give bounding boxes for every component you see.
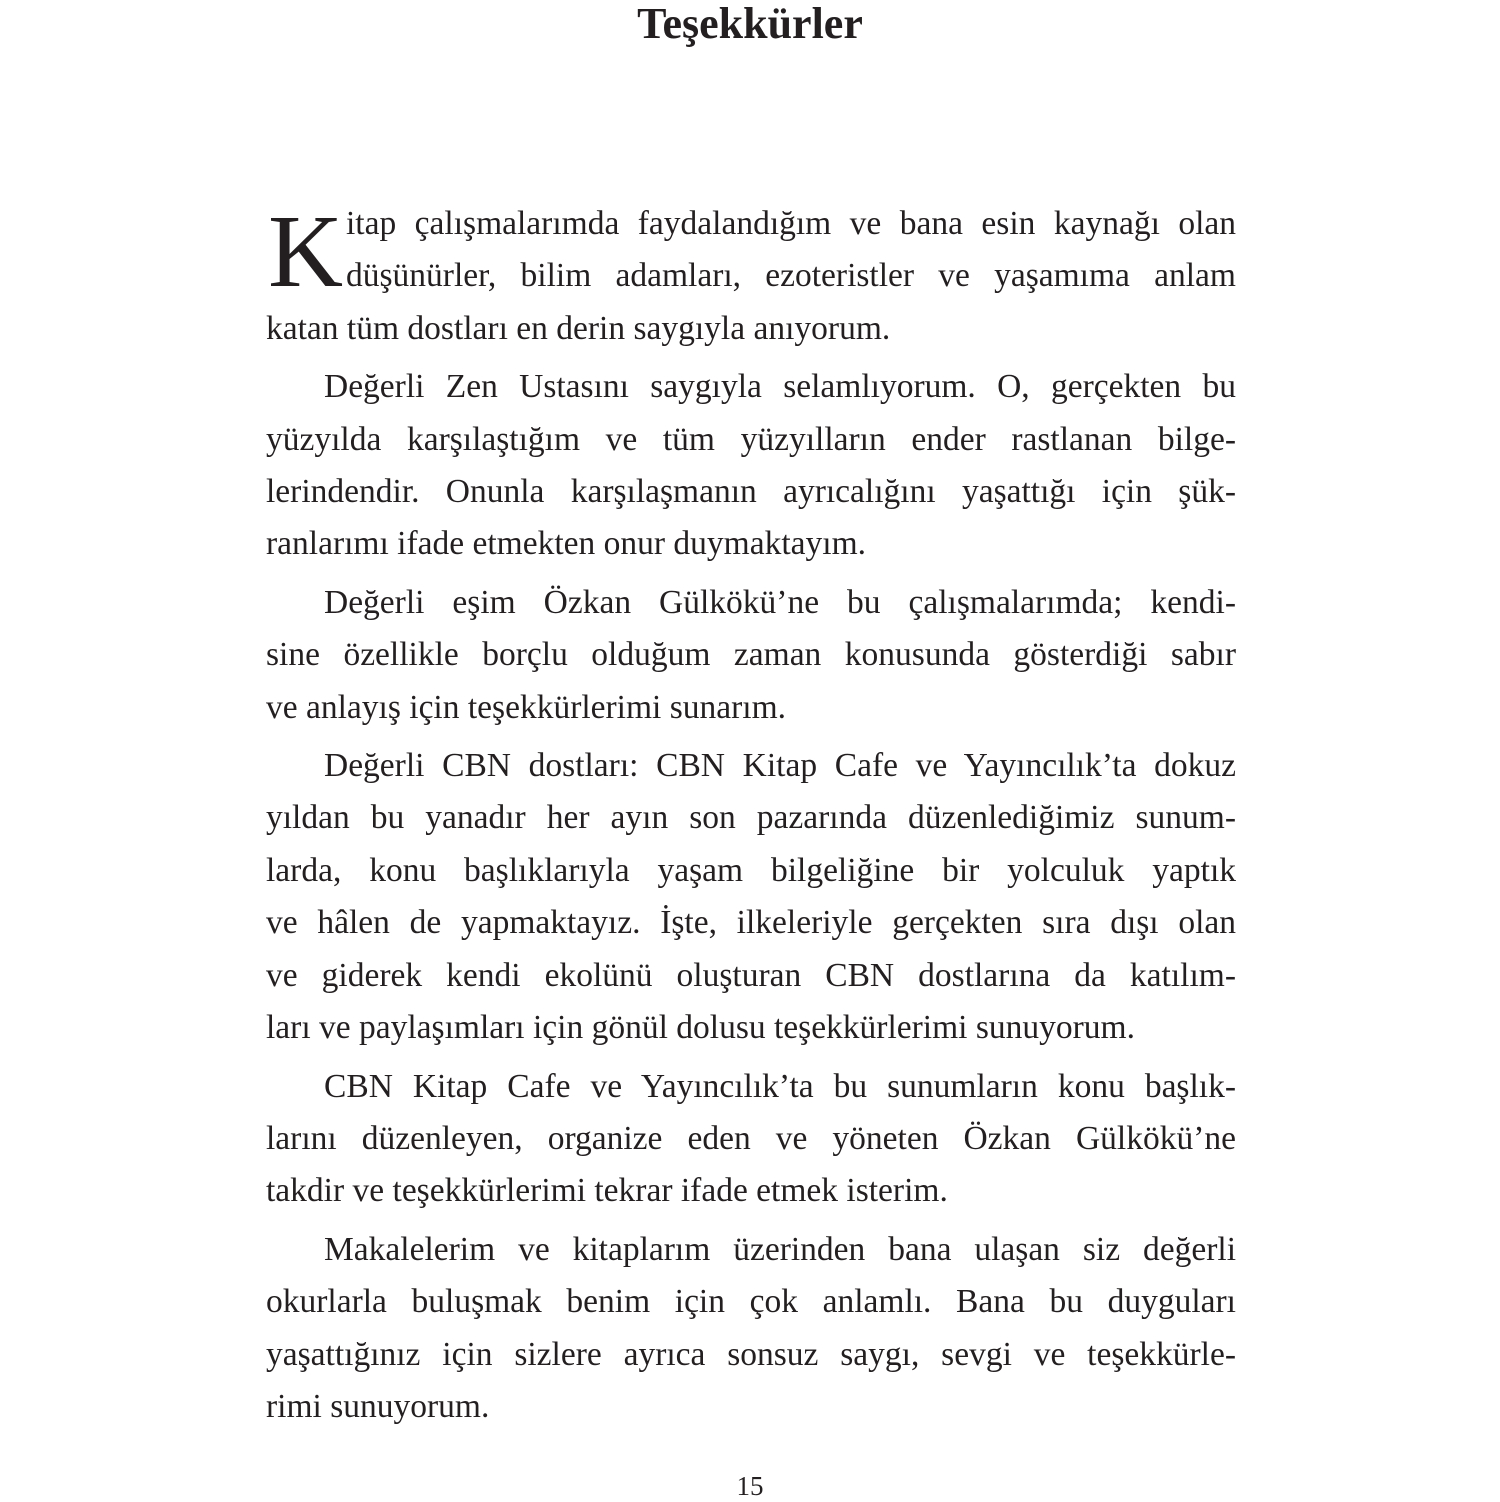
- paragraph-line: yaşattığınız için sizlere ayrıca sonsuz saygı, sevgi ve teşekkürle-: [266, 1335, 1236, 1373]
- paragraph-line: Değerli Zen Ustasını saygıyla selamlıyorum. O, gerçekten bu: [324, 368, 1236, 406]
- paragraph-line: yıldan bu yanadır her ayın son pazarında düzenlediğimiz sunum-: [266, 799, 1236, 837]
- paragraph-2: [266, 361, 1236, 571]
- paragraph-line: ve giderek kendi ekolünü oluşturan CBN dostlarına da katılım-: [266, 956, 1236, 994]
- drop-cap: K: [268, 194, 344, 309]
- paragraph-line: rimi sunuyorum.: [266, 1387, 490, 1425]
- paragraph-5: [266, 1061, 1236, 1218]
- paragraph-3: [266, 577, 1236, 734]
- paragraph-line: itap çalışmalarımda faydalandığım ve bana esin kaynağı olan: [346, 205, 1236, 242]
- paragraph-line: larını düzenleyen, organize eden ve yöneten Özkan Gülkökü’ne: [266, 1119, 1236, 1157]
- paragraph-line: düşünürler, bilim adamları, ezoteristler ve yaşamıma anlam: [346, 257, 1236, 295]
- paragraph-line: Makalelerim ve kitaplarım üzerinden bana ulaşan siz değerli: [324, 1230, 1236, 1268]
- paragraph-line: ları ve paylaşımları için gönül dolusu teşekkürlerimi sunuyorum.: [266, 1009, 1135, 1047]
- paragraph-1: [266, 194, 1236, 355]
- paragraph-line: Değerli eşim Özkan Gülkökü’ne bu çalışmalarımda; kendi-: [324, 583, 1236, 621]
- paragraph-line: yüzyılda karşılaştığım ve tüm yüzyılların ender rastlanan bilge-: [266, 420, 1236, 458]
- paragraph-line: takdir ve teşekkürlerimi tekrar ifade etmek isterim.: [266, 1172, 948, 1210]
- paragraph-line: lerindendir. Onunla karşılaşmanın ayrıcalığını yaşattığı için şük-: [266, 473, 1236, 511]
- body-text: [266, 194, 1236, 1439]
- paragraph-line: ve anlayış için teşekkürlerimi sunarım.: [266, 688, 787, 726]
- paragraph-6: [266, 1224, 1236, 1434]
- page-title: Teşekkürler: [637, 0, 863, 48]
- page-number: 15: [736, 1471, 764, 1501]
- paragraph-line: okurlarla buluşmak benim için çok anlamlı. Bana bu duyguları: [266, 1283, 1236, 1321]
- paragraph-4: [266, 740, 1236, 1054]
- paragraph-line: ranlarımı ifade etmekten onur duymaktayım.: [266, 525, 867, 563]
- paragraph-line: CBN Kitap Cafe ve Yayıncılık’ta bu sunumların konu başlık-: [324, 1067, 1236, 1105]
- paragraph-line: ve hâlen de yapmaktayız. İşte, ilkeleriyle gerçekten sıra dışı olan: [266, 904, 1236, 942]
- paragraph-line: larda, konu başlıklarıyla yaşam bilgeliğine bir yolculuk yaptık: [266, 851, 1236, 889]
- paragraph-line: sine özellikle borçlu olduğum zaman konusunda gösterdiği sabır: [266, 636, 1236, 674]
- paragraph-line: Değerli CBN dostları: CBN Kitap Cafe ve Yayıncılık’ta dokuz: [324, 747, 1236, 785]
- paragraph-line: katan tüm dostları en derin saygıyla anıyorum.: [266, 309, 891, 347]
